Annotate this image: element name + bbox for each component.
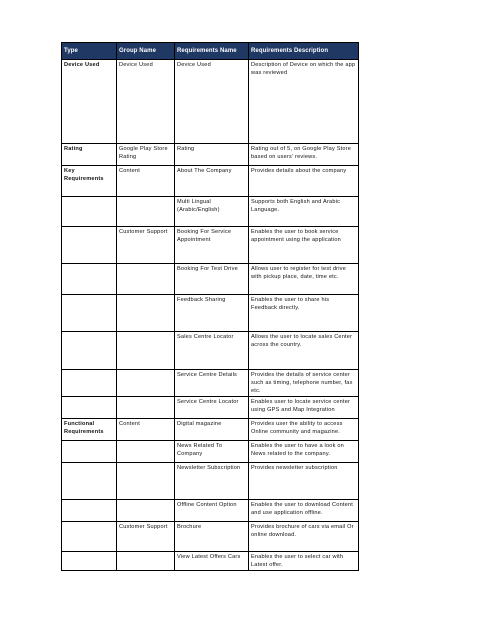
- header-requirements-name: Requirements Name: [175, 43, 249, 60]
- cell-group-name: [117, 441, 175, 463]
- cell-type: [62, 463, 117, 500]
- table-row: [62, 397, 359, 419]
- cell-requirements-description: Provides user the ability to access Online community and magazine.: [249, 419, 359, 441]
- cell-requirements-name: Brochure: [175, 522, 249, 552]
- header-requirements-description: Requirements Description: [249, 43, 359, 60]
- table-row: [62, 552, 359, 571]
- cell-requirements-description: Enables the user to book service appointment using the application: [249, 227, 359, 264]
- cell-type: [62, 332, 117, 370]
- cell-requirements-name: Newsletter Subscription: [175, 463, 249, 500]
- cell-group-name: [117, 552, 175, 571]
- cell-requirements-description: Allows the user to locate sales Center across the country.: [249, 332, 359, 370]
- cell-type: [62, 370, 117, 397]
- table-row: [62, 522, 359, 552]
- cell-group-name: [117, 264, 175, 295]
- table-row: [62, 332, 359, 370]
- cell-type: [62, 500, 117, 522]
- cell-requirements-name: Digital magazine: [175, 419, 249, 441]
- cell-requirements-description: Enables the user to share his Feedback directly.: [249, 295, 359, 332]
- cell-type: [62, 522, 117, 552]
- cell-requirements-description: Allows user to register for test drive with pickup place, date, time etc.: [249, 264, 359, 295]
- cell-group-name: Content: [117, 419, 175, 441]
- cell-requirements-name: About The Company: [175, 166, 249, 197]
- table-row: [62, 166, 359, 197]
- cell-group-name: Customer Support: [117, 227, 175, 264]
- cell-requirements-description: Rating out of 5, on Google Play Store based on users’ reviews.: [249, 144, 359, 166]
- cell-requirements-description: Enables the user to select car with Latest offer.: [249, 552, 359, 571]
- cell-group-name: [117, 332, 175, 370]
- cell-type: [62, 295, 117, 332]
- cell-requirements-description: Provides details about the company: [249, 166, 359, 197]
- header-type: Type: [62, 43, 117, 60]
- cell-group-name: [117, 197, 175, 227]
- cell-requirements-name: Offline Content Option: [175, 500, 249, 522]
- cell-requirements-name: Rating: [175, 144, 249, 166]
- cell-type: [62, 197, 117, 227]
- table-row: [62, 60, 359, 144]
- table-row: [62, 370, 359, 397]
- cell-group-name: Device Used: [117, 60, 175, 144]
- table-row: [62, 500, 359, 522]
- cell-group-name: [117, 500, 175, 522]
- cell-type: Key Requirements: [62, 166, 117, 197]
- cell-requirements-description: Provides the details of service center such as timing, telephone number, fax etc.: [249, 370, 359, 397]
- table-body: [62, 60, 359, 571]
- cell-requirements-description: Provides newsletter subscription: [249, 463, 359, 500]
- cell-requirements-name: Service Centre Details: [175, 370, 249, 397]
- cell-type: [62, 227, 117, 264]
- cell-requirements-name: View Latest Offers Cars: [175, 552, 249, 571]
- table-row: [62, 295, 359, 332]
- cell-requirements-description: Provides brochure of cars via email Or online download.: [249, 522, 359, 552]
- cell-group-name: Google Play Store Rating: [117, 144, 175, 166]
- cell-requirements-description: Description of Device on which the app was reviewed: [249, 60, 359, 144]
- cell-requirements-name: Service Centre Locator: [175, 397, 249, 419]
- cell-requirements-name: Device Used: [175, 60, 249, 144]
- cell-type: [62, 264, 117, 295]
- cell-requirements-description: Enables user to locate service center using GPS and Map Integration: [249, 397, 359, 419]
- cell-requirements-description: Enables the user to download Content and use application offline.: [249, 500, 359, 522]
- cell-requirements-name: Sales Centre Locator: [175, 332, 249, 370]
- table-header-row: [62, 43, 359, 60]
- table-row: [62, 227, 359, 264]
- cell-group-name: Content: [117, 166, 175, 197]
- cell-group-name: [117, 463, 175, 500]
- cell-group-name: Customer Support: [117, 522, 175, 552]
- cell-type: Functional Requirements: [62, 419, 117, 441]
- table-row: [62, 264, 359, 295]
- cell-type: Device Used: [62, 60, 117, 144]
- table-row: [62, 197, 359, 227]
- cell-group-name: [117, 397, 175, 419]
- cell-type: [62, 552, 117, 571]
- cell-type: Rating: [62, 144, 117, 166]
- cell-type: [62, 441, 117, 463]
- cell-requirements-name: News Related To Company: [175, 441, 249, 463]
- cell-requirements-name: Booking For Test Drive: [175, 264, 249, 295]
- table-row: [62, 463, 359, 500]
- table-row: [62, 144, 359, 166]
- table-row: [62, 441, 359, 463]
- header-group-name: Group Name: [117, 43, 175, 60]
- requirements-table: [61, 42, 359, 571]
- cell-type: [62, 397, 117, 419]
- table-row: [62, 419, 359, 441]
- cell-group-name: [117, 370, 175, 397]
- cell-requirements-description: Supports both English and Arabic Language.: [249, 197, 359, 227]
- cell-requirements-name: Multi Lingual (Arabic/English): [175, 197, 249, 227]
- cell-group-name: [117, 295, 175, 332]
- cell-requirements-name: Booking For Service Appointment: [175, 227, 249, 264]
- cell-requirements-name: Feedback Sharing: [175, 295, 249, 332]
- cell-requirements-description: Enables the user to have a look on News related to the company.: [249, 441, 359, 463]
